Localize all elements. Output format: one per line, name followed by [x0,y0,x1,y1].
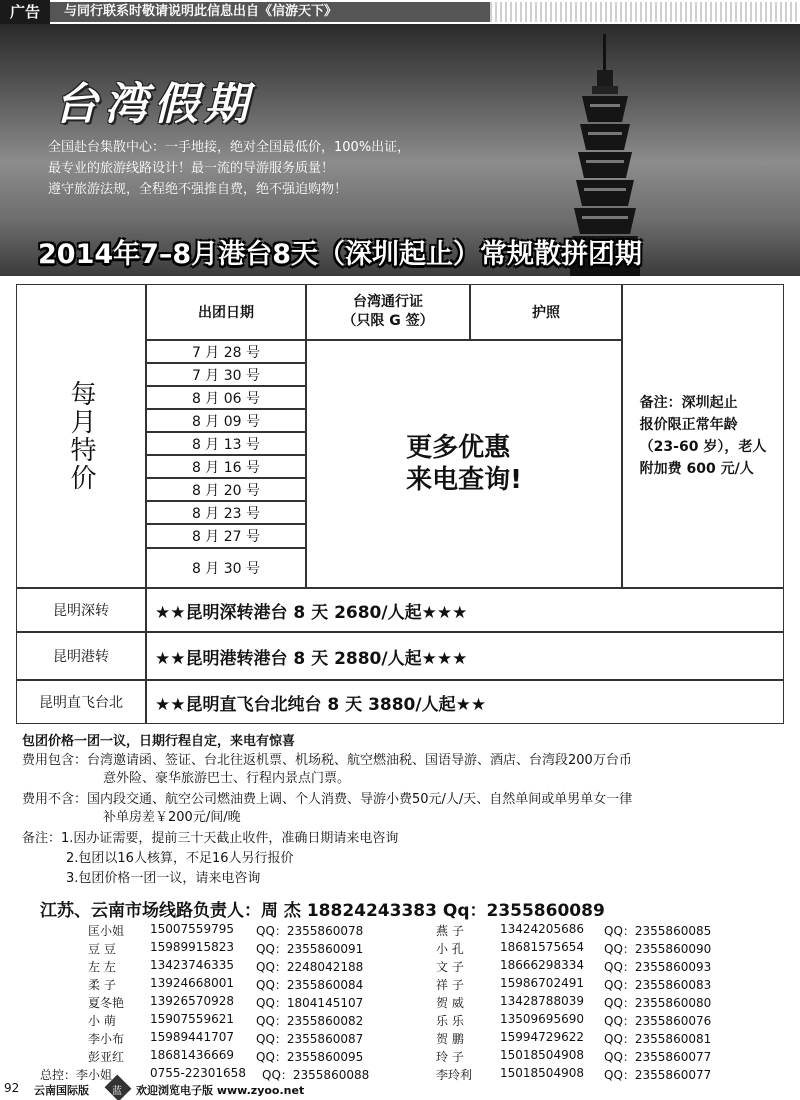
contact-phone: 15007559795 [150,922,234,936]
contact-name: 小 孔 [436,942,464,956]
publication-name: 云南国际版 [34,1084,89,1097]
contact-qq: QQ：2355860077 [604,1068,712,1082]
contact-qq: QQ：2355860083 [604,978,712,992]
contact-phone: 13509695690 [500,1012,584,1026]
hero-title: 台湾假期 [54,79,254,130]
top-bar [0,0,800,24]
contact-qq: QQ：2355860095 [256,1050,364,1064]
contact-name: 总控：李小姐 [40,1068,113,1082]
contact-name: 玲 子 [436,1050,464,1064]
contact-qq: QQ：2355860078 [256,924,364,938]
contact-phone: 15986702491 [500,976,584,990]
contact-phone: 15994729622 [500,1030,584,1044]
page-number: 92 [4,1081,20,1095]
route-price: ★★昆明港转港台 8 天 2880/人起★★★ [146,632,784,680]
remark-cell [622,284,784,588]
side-label: 每月特价 [16,284,146,588]
contact-name: 夏冬艳 [88,996,125,1010]
fee-exclude: 费用不含：国内段交通、航空公司燃油费上调、个人消费、导游小费50元/人/天、自然单间或单男单女一律 [22,792,633,807]
contact-phone: 18681575654 [500,940,584,954]
note-1: 备注：1.因办证需要，提前三十天截止收件，准确日期请来电咨询 [22,831,399,846]
date-row: 8 月 27 号 [146,524,306,548]
date-row: 8 月 06 号 [146,386,306,409]
contact-name: 小 萌 [88,1014,116,1028]
site-link[interactable]: 欢迎浏览电子版 www.zyoo.net [136,1084,305,1097]
contact-phone: 13424205686 [500,922,584,936]
contact-phone: 15018504908 [500,1048,584,1062]
fee-include-cont: 意外险、豪华旅游巴士、行程内景点门票。 [103,771,351,786]
contact-qq: QQ：2355860084 [256,978,364,992]
header-permit: 台湾通行证 （只限 G 签） [306,284,470,340]
contact-qq: QQ：2355860077 [604,1050,712,1064]
date-row: 8 月 30 号 [146,548,306,588]
contact-phone: 15989915823 [150,940,234,954]
hero-line-2: 最专业的旅游线路设计！最一流的导游服务质量！ [48,161,335,176]
route-label: 昆明港转 [16,632,146,680]
note-2: 2.包团以16人核算，不足16人另行报价 [66,851,294,866]
contact-phone: 15018504908 [500,1066,584,1080]
route-label: 昆明深转 [16,588,146,632]
ad-tag: 广告 [0,0,50,24]
contact-name: 李小布 [88,1032,125,1046]
contact-name: 乐 乐 [436,1014,464,1028]
hero-line-1: 全国赴台集散中心：一手地接，绝对全国最低价，100%出证， [48,140,411,155]
contact-name: 柔 子 [88,978,116,992]
contact-phone: 18666298334 [500,958,584,972]
contact-name: 文 子 [436,960,464,974]
contact-name: 左 左 [88,960,116,974]
route-price: ★★昆明深转港台 8 天 2680/人起★★★ [146,588,784,632]
hero-headline: 2014年7–8月港台8天（深圳起止）常规散拼团期 [38,239,643,270]
remark-text: 备注：深圳起止 报价限正常年龄 （23-60 岁），老人 附加费 600 元/人 [639,395,767,477]
contact-qq: QQ：2355860082 [256,1014,364,1028]
badge-text: 蓝 [112,1086,122,1097]
fee-include: 费用包含：台湾邀请函、签证、台北往返机票、机场税、航空燃油税、国语导游、酒店、台湾段200万台币 [22,753,632,768]
contact-qq: QQ：2355860087 [256,1032,364,1046]
contact-name: 贺 鹏 [436,1032,464,1046]
contact-phone: 0755-22301658 [150,1066,246,1080]
route-price: ★★昆明直飞台北纯台 8 天 3880/人起★★ [146,680,784,724]
contact-qq: QQ：2355860076 [604,1014,712,1028]
contact-qq: QQ：2355860093 [604,960,712,974]
promo-text: 更多优惠 来电查询! [406,433,522,495]
date-row: 7 月 30 号 [146,363,306,386]
note-3: 3.包团价格一团一议，请来电咨询 [66,871,261,886]
contact-phone: 13423746335 [150,958,234,972]
date-row: 8 月 20 号 [146,478,306,501]
fee-exclude-cont: 补单房差￥200元/间/晚 [103,810,241,825]
header-date: 出团日期 [146,284,306,340]
contacts-head: 江苏、云南市场线路负责人：周 杰 18824243383 Qq：2355860089 [40,901,605,921]
contact-phone: 13428788039 [500,994,584,1008]
date-row: 8 月 13 号 [146,432,306,455]
date-row: 8 月 23 号 [146,501,306,524]
contact-name: 彭亚红 [88,1050,125,1064]
slogan: 包团价格一团一议，日期行程自定，来电有惊喜 [22,734,296,749]
promo-cell [306,340,622,588]
footer [0,1078,800,1100]
date-row: 8 月 09 号 [146,409,306,432]
contact-name: 匡小姐 [88,924,125,938]
contact-name: 贺 威 [436,996,464,1010]
contact-phone: 15907559621 [150,1012,234,1026]
date-row: 8 月 16 号 [146,455,306,478]
contact-phone: 13926570928 [150,994,234,1008]
contact-phone: 13924668001 [150,976,234,990]
hero-banner [0,24,800,276]
contact-phone: 18681436669 [150,1048,234,1062]
contact-name: 豆 豆 [88,942,116,956]
contact-qq: QQ：2355860090 [604,942,712,956]
contact-name: 燕 子 [436,924,464,938]
decorative-stripe [490,2,800,22]
contact-name: 李玲利 [436,1068,473,1082]
contact-qq: QQ：2355860085 [604,924,712,938]
contact-name: 祥 子 [436,978,464,992]
header-passport: 护照 [470,284,622,340]
contact-qq: QQ：2248042188 [256,960,364,974]
contact-qq: QQ：2355860080 [604,996,712,1010]
contact-phone: 15989441707 [150,1030,234,1044]
date-row: 7 月 28 号 [146,340,306,363]
contact-qq: QQ：2355860081 [604,1032,712,1046]
contact-qq: QQ：1804145107 [256,996,364,1010]
contact-qq: QQ：2355860088 [262,1068,370,1082]
route-label: 昆明直飞台北 [16,680,146,724]
source-notice: 与同行联系时敬请说明此信息出自《信游天下》 [50,2,490,22]
hero-line-3: 遵守旅游法规，全程绝不强推自费，绝不强迫购物！ [48,182,348,197]
contact-qq: QQ：2355860091 [256,942,364,956]
